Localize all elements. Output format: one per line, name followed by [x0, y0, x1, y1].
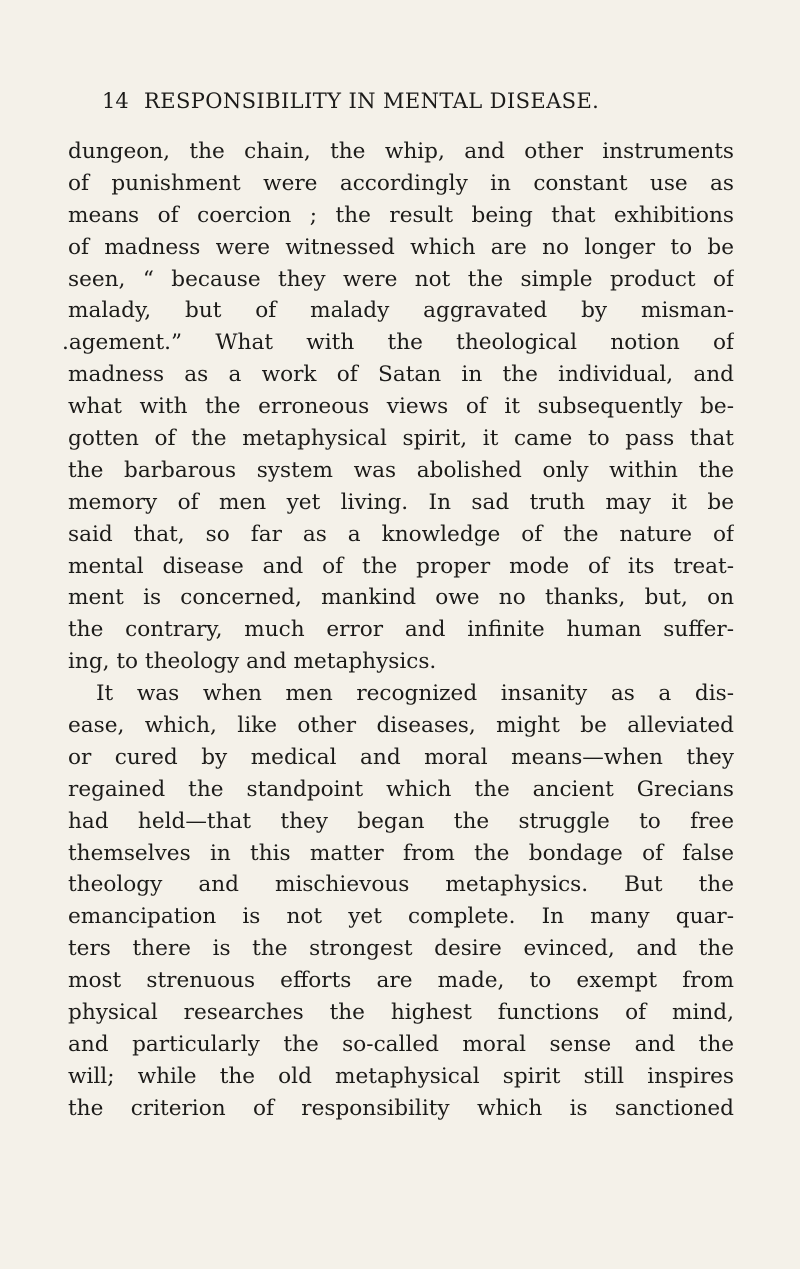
text-line: ment is concerned, mankind owe no thanks, but, on [68, 585, 734, 611]
text-line: of madness were witnessed which are no longer to be [68, 234, 734, 260]
text-line: ease, which, like other diseases, might be alleviated [68, 713, 734, 739]
text-line: the criterion of responsibility which is sanctioned [68, 1095, 734, 1121]
text-line: memory of men yet living. In sad truth may it be [68, 489, 734, 515]
text-line: malady, but of malady aggravated by misman- [68, 298, 734, 324]
running-title: RESPONSIBILITY IN MENTAL DISEASE. [144, 89, 600, 113]
text-line: madness as a work of Satan in the individual, and [68, 362, 734, 388]
text-line: or cured by medical and moral means—when they [68, 744, 734, 770]
text-line: had held—that they began the struggle to free [68, 808, 734, 834]
text-line: regained the standpoint which the ancient Grecians [68, 776, 734, 802]
text-line: of punishment were accordingly in constant use as [68, 170, 734, 196]
text-line: gotten of the metaphysical spirit, it came to pass that [68, 426, 734, 452]
text-line: ing, to theology and metaphysics. [68, 649, 437, 675]
text-line: seen, “ because they were not the simple product of [68, 266, 734, 292]
text-line: physical researches the highest functions of mind, [68, 1000, 734, 1026]
text-line: themselves in this matter from the bondage of false [68, 840, 734, 866]
text-line: what with the erroneous views of it subsequently be- [68, 394, 734, 420]
text-line: said that, so far as a knowledge of the nature of [68, 521, 734, 547]
text-line: mental disease and of the proper mode of its treat- [68, 553, 734, 579]
text-line: the contrary, much error and infinite human suffer- [68, 617, 734, 643]
text-line: .agement.” What with the theological notion of [62, 330, 734, 356]
text-line: will; while the old metaphysical spirit still inspires [68, 1063, 734, 1089]
text-line: and particularly the so-called moral sense and the [68, 1031, 734, 1057]
text-line: theology and mischievous metaphysics. But the [68, 872, 734, 898]
text-line: most strenuous efforts are made, to exempt from [68, 968, 734, 994]
body-text [62, 136, 734, 1125]
running-head [102, 86, 662, 116]
text-line: It was when men recognized insanity as a dis- [96, 681, 734, 707]
text-line: ters there is the strongest desire evinced, and the [68, 936, 734, 962]
text-line: means of coercion ; the result being that exhibitions [68, 202, 734, 228]
page-number: 14 [102, 89, 129, 113]
text-line: dungeon, the chain, the whip, and other instruments [68, 139, 734, 164]
text-line: the barbarous system was abolished only within the [68, 457, 734, 483]
text-line: emancipation is not yet complete. In many quar- [68, 904, 734, 930]
